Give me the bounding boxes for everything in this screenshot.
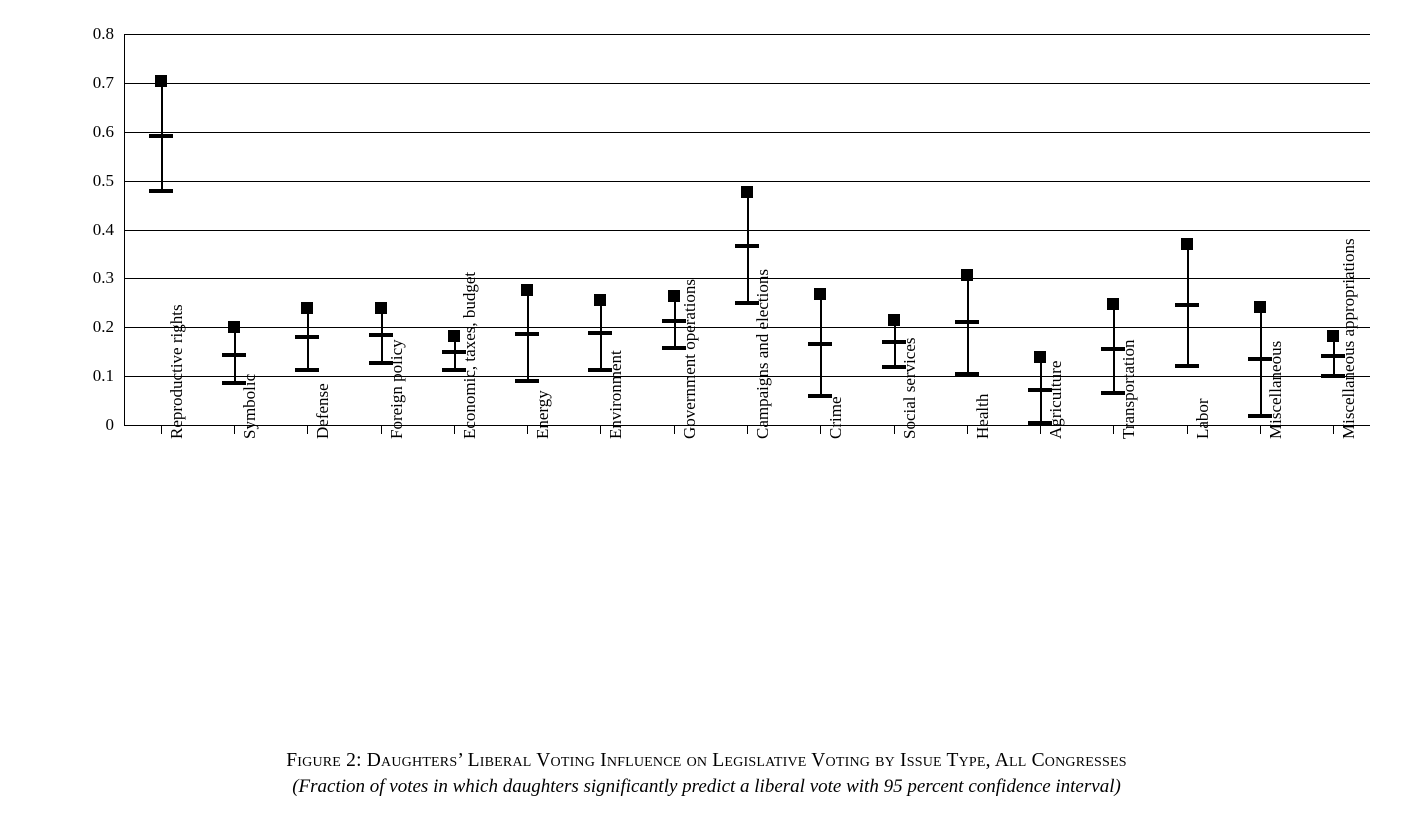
ci-lower-marker [955,372,979,376]
y-axis-tick-label: 0.7 [92,72,114,92]
point-estimate-marker [1175,303,1199,307]
caption-subtitle: (Fraction of votes in which daughters significantly predict a liberal vote with 95 percent confidence interval) [292,776,1121,797]
ci-upper-marker [1034,351,1046,363]
y-axis-tick-label: 0.1 [92,366,114,386]
ci-upper-marker [1181,238,1193,250]
x-axis-tick [1040,425,1041,434]
ci-upper-marker [375,302,387,314]
x-axis-tick [894,425,895,434]
ci-upper-marker [1254,301,1266,313]
x-axis-category-label: Environment [606,350,626,439]
ci-upper-marker [228,321,240,333]
x-axis-category-label: Labor [1192,398,1212,439]
ci-upper-marker [1327,330,1339,342]
y-axis-tick-label: 0.5 [92,170,114,190]
x-axis-category-label: Economic, taxes, budget [459,271,479,439]
x-axis-tick [161,425,162,434]
point-estimate-marker [295,335,319,339]
y-axis-tick-label: 0.6 [92,121,114,141]
figure-caption [0,748,1413,800]
point-estimate-marker [222,353,246,357]
x-axis-category-label: Miscellaneous appropriations [1339,238,1359,439]
point-estimate-marker [149,134,173,138]
ci-lower-marker [1175,364,1199,368]
point-estimate-marker [369,333,393,337]
ci-upper-marker [594,294,606,306]
x-axis-category-label: Foreign policy [386,339,406,439]
y-axis-tick-label: 0.3 [92,268,114,288]
x-axis-tick [1260,425,1261,434]
point-estimate-marker [808,342,832,346]
x-axis-tick [1333,425,1334,434]
ci-upper-marker [888,314,900,326]
gridline [124,34,1370,35]
confidence-interval-line [1260,307,1262,416]
x-axis-category-label: Health [972,393,992,439]
x-axis-tick [454,425,455,434]
point-estimate-marker [588,331,612,335]
x-axis-category-label: Social services [899,337,919,439]
ci-lower-marker [295,368,319,372]
confidence-interval-line [967,275,969,374]
gridline [124,132,1370,133]
chart-plot-area [124,34,1370,425]
ci-upper-marker [741,186,753,198]
point-estimate-marker [515,332,539,336]
ci-upper-marker [448,330,460,342]
x-axis-tick [747,425,748,434]
ci-upper-marker [521,284,533,296]
ci-upper-marker [155,75,167,87]
ci-upper-marker [301,302,313,314]
point-estimate-marker [955,320,979,324]
x-axis-tick [307,425,308,434]
x-axis-category-label: Campaigns and elections [753,269,772,439]
y-axis-tick-label: 0.8 [92,24,114,43]
confidence-interval-line [600,300,602,370]
gridline [124,376,1370,377]
point-estimate-marker [735,244,759,248]
x-axis-tick [527,425,528,434]
x-axis-tick [674,425,675,434]
x-axis-category-label: Crime [826,396,846,439]
ci-upper-marker [814,288,826,300]
x-axis-tick [600,425,601,434]
y-axis-tick-label: 0.2 [92,317,114,337]
x-axis-category-label: Transportation [1119,339,1139,439]
ci-upper-marker [1107,298,1119,310]
x-axis-tick [234,425,235,434]
ci-upper-marker [668,290,680,302]
ci-lower-marker [515,379,539,383]
x-axis-category-label: Agriculture [1046,360,1066,439]
x-axis-tick [1113,425,1114,434]
y-axis-tick-label: 0.4 [92,219,114,239]
x-axis-category-label: Reproductive rights [166,304,186,439]
x-axis-category-label: Symbolic [239,373,259,439]
gridline [124,327,1370,328]
gridline [124,83,1370,84]
caption-title: Figure 2: Daughters’ Liberal Voting Influence on Legislative Voting by Issue Type, All Congresses [286,750,1127,771]
x-axis-category-label: Defense [313,383,333,439]
ci-upper-marker [961,269,973,281]
x-axis-tick [967,425,968,434]
x-axis-category-label: Government operations [679,278,699,439]
x-axis-tick [1187,425,1188,434]
x-axis-tick [381,425,382,434]
x-axis-category-label: Energy [533,390,553,439]
x-axis-category-label: Miscellaneous [1266,340,1286,439]
ci-lower-marker [149,189,173,193]
gridline [124,181,1370,182]
y-axis-tick-label: 0 [105,415,114,434]
x-axis-tick [820,425,821,434]
